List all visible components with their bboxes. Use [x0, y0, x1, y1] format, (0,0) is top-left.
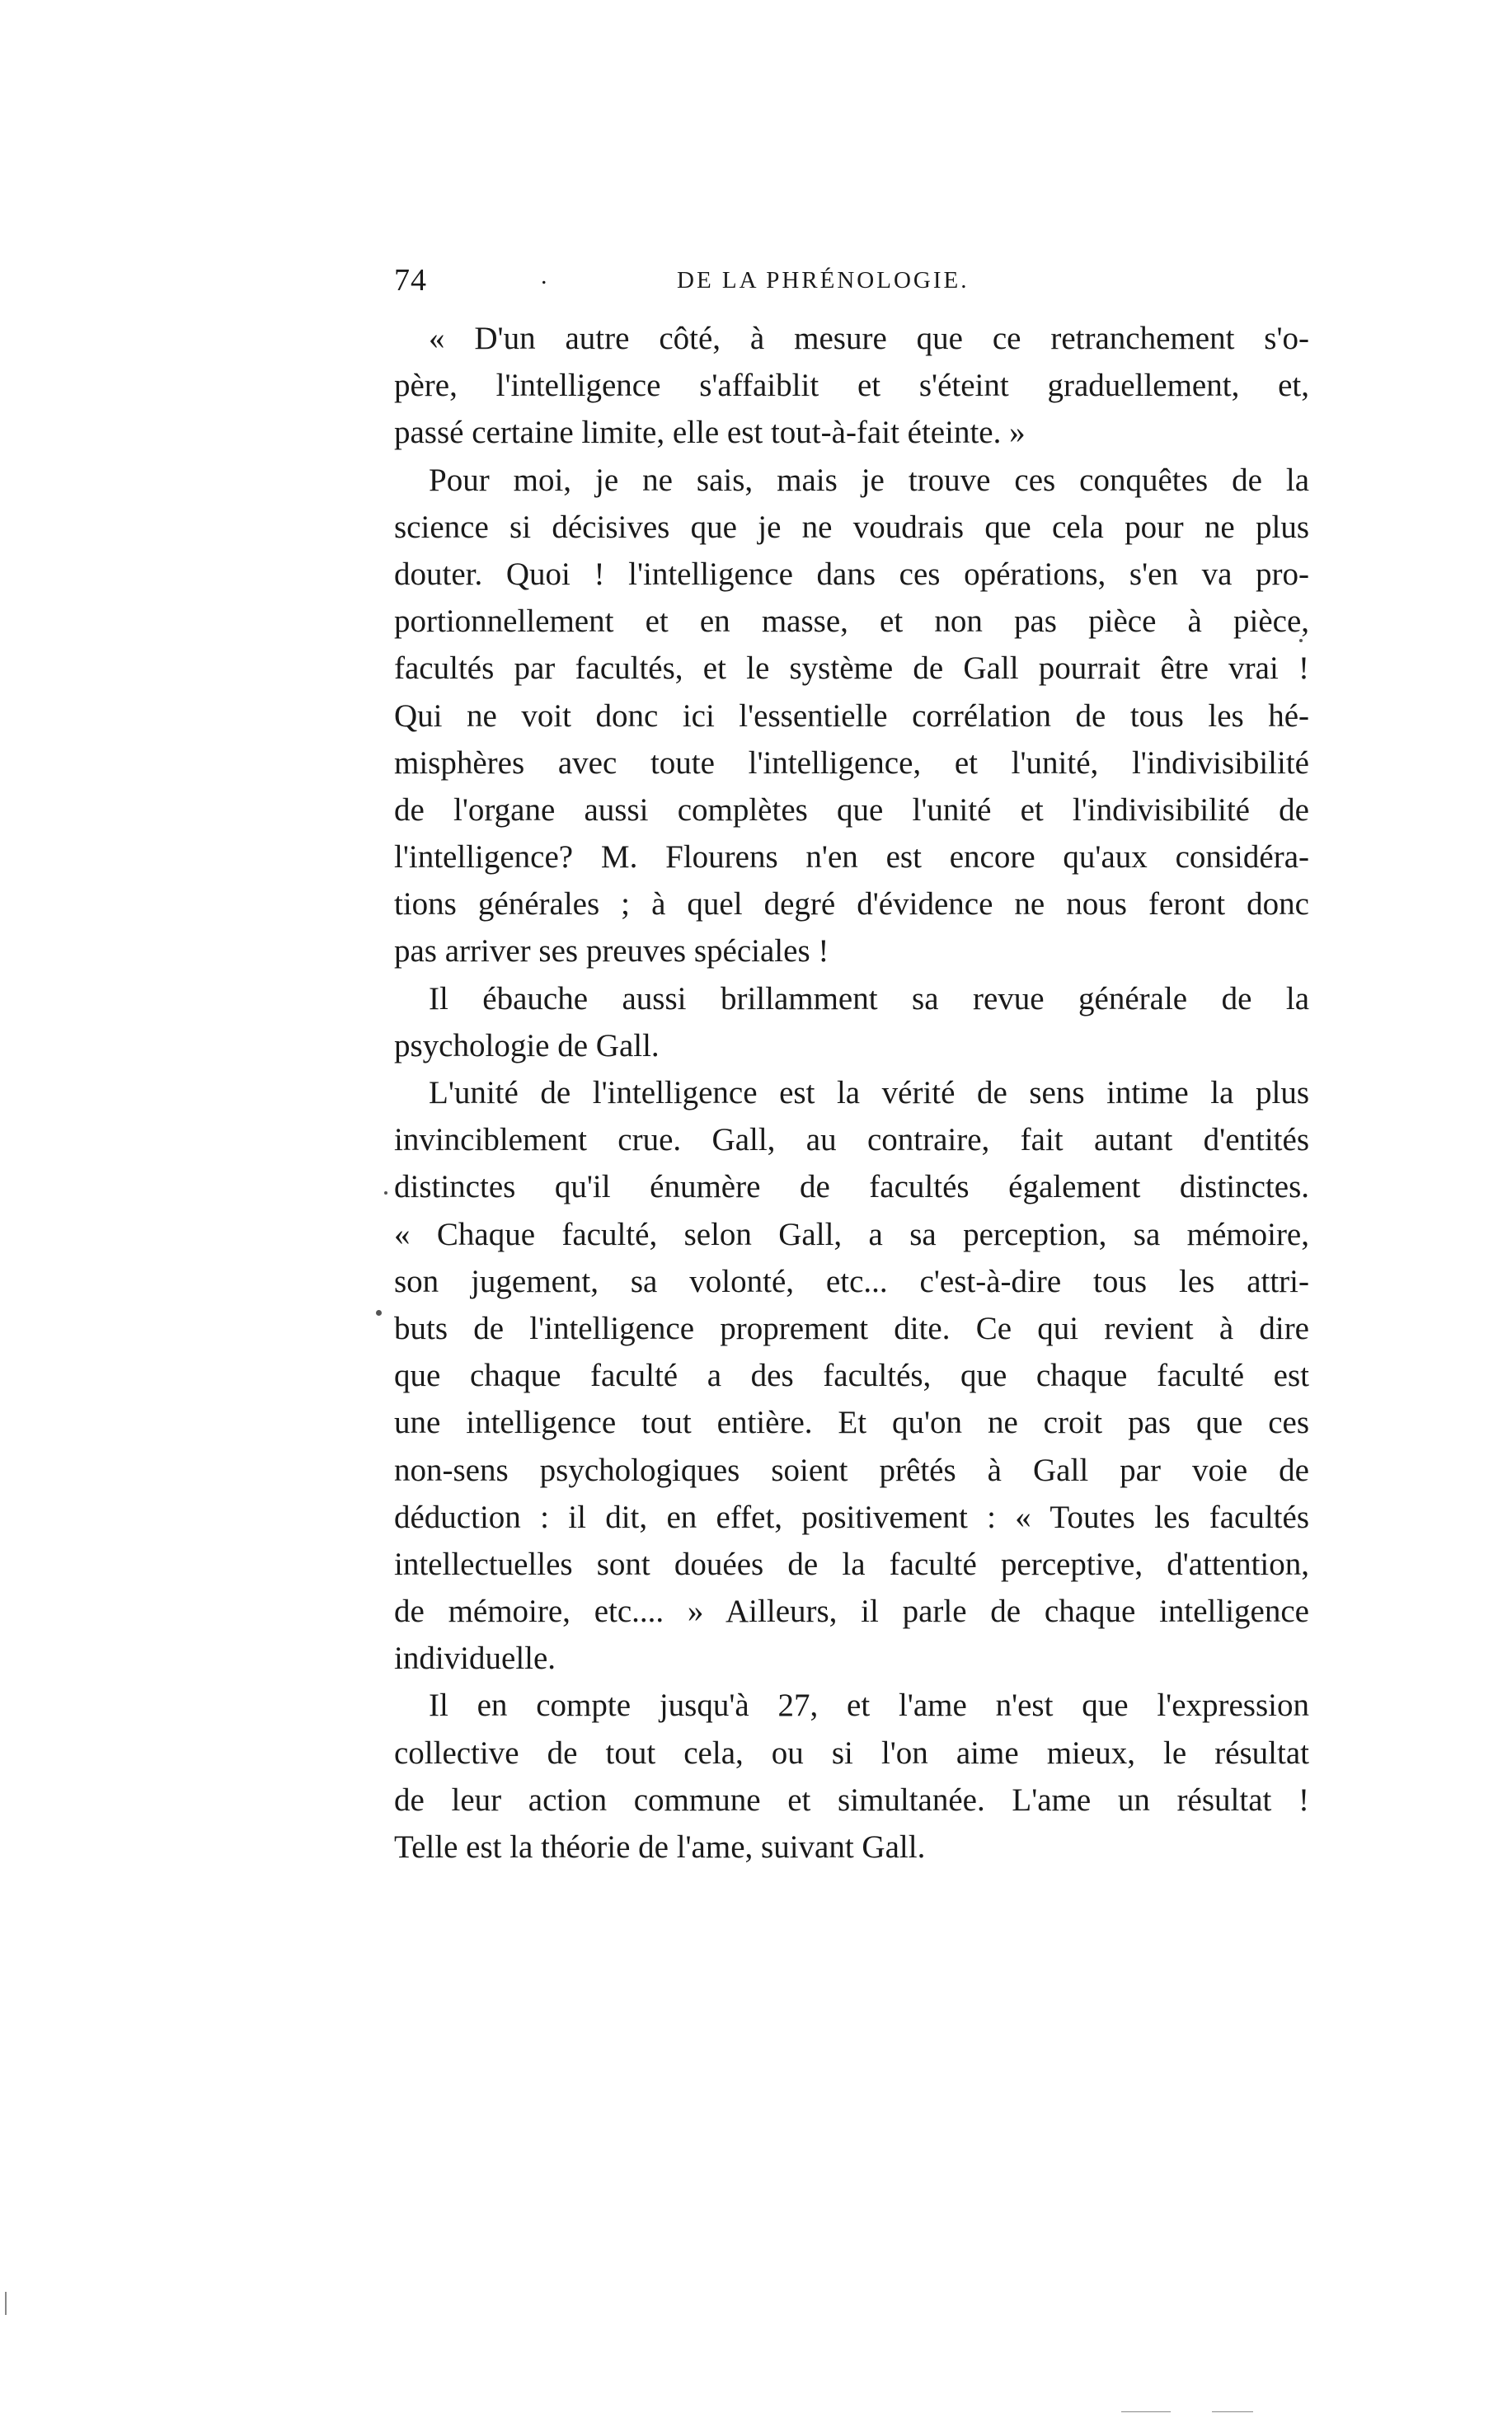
text-line: douter. Quoi ! l'intelligence dans ces opérations, s'en va pro-	[394, 556, 1309, 592]
text-line: passé certaine limite, elle est tout-à-fait éteinte. »	[394, 415, 1026, 451]
text-line: que chaque faculté a des facultés, que chaque faculté est	[394, 1358, 1309, 1394]
text-line: intellectuelles sont douées de la faculté perceptive, d'attention,	[394, 1546, 1309, 1582]
text-line: buts de l'intelligence proprement dite. Ce qui revient à dire	[394, 1310, 1309, 1346]
text-line: « Chaque faculté, selon Gall, a sa perception, sa mémoire,	[394, 1216, 1309, 1252]
text-line: l'intelligence? M. Flourens n'en est encore qu'aux considéra-	[394, 839, 1309, 876]
text-line: collective de tout cela, ou si l'on aime mieux, le résultat	[394, 1735, 1309, 1771]
text-line: portionnellement et en masse, et non pas pièce à pièce,	[394, 603, 1309, 640]
text-line: de mémoire, etc.... » Ailleurs, il parle de chaque intelligence	[394, 1594, 1309, 1630]
scan-speck	[384, 1191, 387, 1195]
text-line: Qui ne voit donc ici l'essentielle corrélation de tous les hé-	[394, 697, 1309, 734]
running-title: DE LA PHRÉNOLOGIE.	[677, 267, 970, 293]
text-line: Pour moi, je ne sais, mais je trouve ces conquêtes de la	[429, 462, 1309, 498]
text-line: non-sens psychologiques soient prêtés à Gall par voie de	[394, 1452, 1309, 1488]
page-number: 74	[394, 263, 427, 298]
text-line: de leur action commune et simultanée. L'ame un résultat !	[394, 1782, 1309, 1818]
scan-edge-mark	[5, 2292, 7, 2315]
text-body	[394, 315, 1309, 1871]
text-line: psychologie de Gall.	[394, 1027, 660, 1063]
text-line: « D'un autre côté, à mesure que ce retranchement s'o-	[429, 321, 1309, 356]
text-line: pas arriver ses preuves spéciales !	[394, 933, 829, 970]
scan-speck	[376, 1310, 382, 1316]
text-line: Telle est la théorie de l'ame, suivant Gall.	[394, 1829, 926, 1865]
text-line: de l'organe aussi complètes que l'unité et l'indivisibilité de	[394, 791, 1309, 828]
scan-edge-mark	[1121, 2411, 1171, 2412]
text-line: Il ébauche aussi brillamment sa revue générale de la	[429, 980, 1309, 1016]
text-line: individuelle.	[394, 1641, 556, 1677]
header-dot: .	[541, 262, 547, 289]
text-line: misphères avec toute l'intelligence, et l'unité, l'indivisibilité	[394, 744, 1309, 781]
text-line: L'unité de l'intelligence est la vérité de sens intime la plus	[429, 1075, 1309, 1110]
text-line: père, l'intelligence s'affaiblit et s'éteint graduellement, et,	[394, 368, 1309, 404]
text-line: facultés par facultés, et le système de Gall pourrait être vrai !	[394, 650, 1309, 687]
text-line: distinctes qu'il énumère de facultés également distinctes.	[394, 1169, 1309, 1205]
text-line: déduction : il dit, en effet, positivement : « Toutes les facultés	[394, 1499, 1309, 1535]
text-line: une intelligence tout entière. Et qu'on ne croit pas que ces	[394, 1405, 1309, 1441]
scan-edge-mark	[1212, 2411, 1253, 2412]
text-line: science si décisives que je ne voudrais que cela pour ne plus	[394, 509, 1309, 545]
page-header	[394, 262, 1309, 303]
text-line: tions générales ; à quel degré d'évidence ne nous feront donc	[394, 886, 1309, 923]
text-line: son jugement, sa volonté, etc... c'est-à-dire tous les attri-	[394, 1263, 1309, 1299]
text-line: Il en compte jusqu'à 27, et l'ame n'est que l'expression	[429, 1688, 1309, 1724]
text-line: invinciblement crue. Gall, au contraire, fait autant d'entités	[394, 1122, 1309, 1158]
scan-speck	[1299, 639, 1303, 642]
